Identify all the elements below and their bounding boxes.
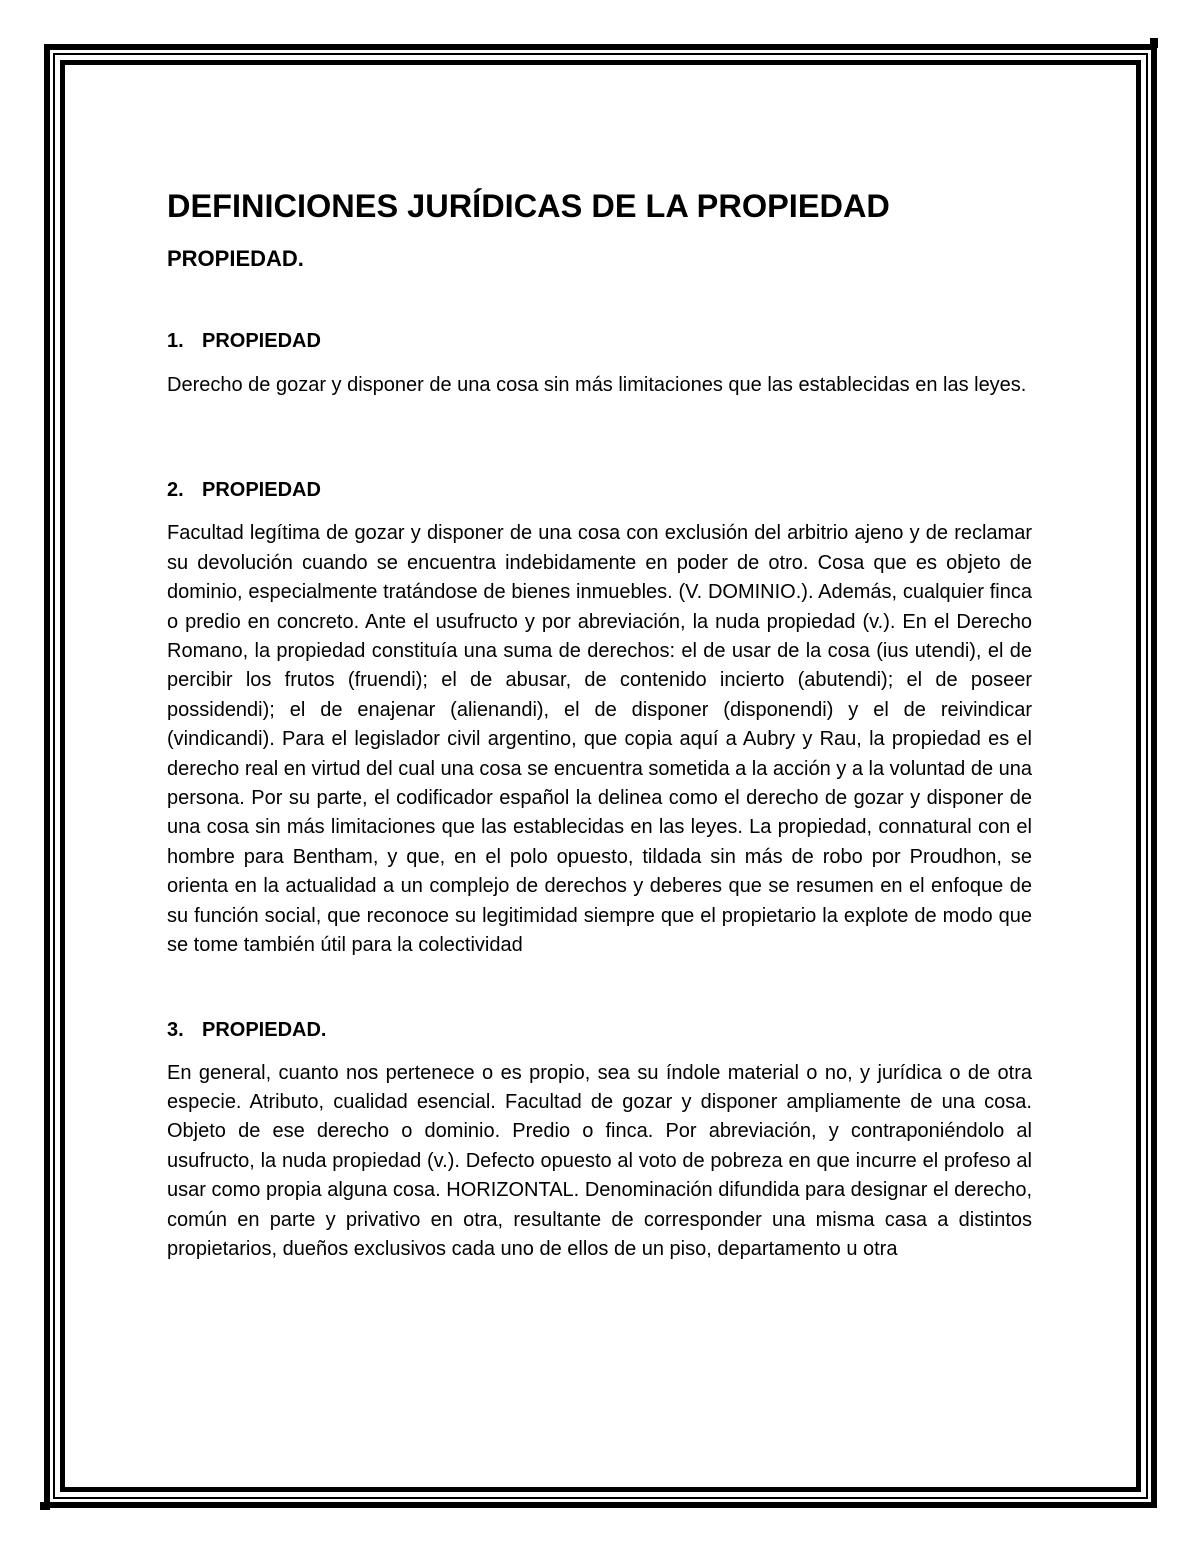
document-title: DEFINICIONES JURÍDICAS DE LA PROPIEDAD	[167, 188, 890, 224]
border-corner-top-right	[1150, 38, 1158, 48]
section-2	[167, 477, 1032, 960]
section-body: En general, cuanto nos pertenece o es propio, sea su índole material o no, y jurídica o de otra especie. Atributo, cualidad esencial. Facultad de gozar y disponer ampliamente de una cosa. Objeto de ese derecho o dominio. Predio o finca. Por abreviación, y contraponiéndolo al usufructo, la nuda propiedad (v.). Defecto opuesto al voto de pobreza en que incurre el profeso al usar como propia alguna cosa. HORIZONTAL. Denominación difundida para designar el derecho, común en parte y privativo en otra, resultante de corresponder una misma casa a distintos propietarios, dueños exclusivos cada uno de ellos de un piso, departamento u otra	[167, 1061, 1032, 1260]
section-heading	[167, 477, 1032, 503]
section-heading-text: PROPIEDAD.	[202, 1018, 327, 1041]
section-3	[167, 1017, 1032, 1265]
document-content	[167, 186, 1032, 1264]
section-1	[167, 328, 1032, 400]
section-number: 1.	[167, 330, 184, 352]
border-corner-bottom-left	[40, 1502, 50, 1510]
section-body: Facultad legítima de gozar y disponer de una cosa con exclusión del arbitrio ajeno y de reclamar su devolución cuando se encuentra indebidamente en poder de otro. Cosa que es objeto de dominio, especialmente tratándose de bienes inmuebles. (V. DOMINIO.). Además, cualquier finca o predio en concreto. Ante el usufructo y por abreviación, la nuda propiedad (v.). En el Derecho Romano, la propiedad constituía una suma de derechos: el de usar de la cosa (ius utendi), el de percibir los frutos (fruendi); el de abusar, de contenido incierto (abutendi); el de poseer possidendi); el de enajenar (alienandi), el de disponer (disponendi) y el de reivindicar (vindicandi). Para el legislador civil argentino, que copia aquí a Aubry y Rau, la propiedad es el derecho real en virtud del cual una cosa se encuentra sometida a la acción y a la voluntad de una persona. Por su parte, el codificador español la delinea como el derecho de gozar y disponer de una cosa sin más limitaciones que las establecidas en las leyes. La propiedad, connatural con el hombre para Bentham, y que, en el polo opuesto, tildada sin más de robo por Proudhon, se orienta en la actualidad a un complejo de derechos y deberes que se resumen en el enfoque de su función social, que reconoce su legitimidad siempre que el propietario la explote de modo que se tome también útil para la colectividad	[167, 522, 1032, 957]
section-heading-text: PROPIEDAD	[202, 330, 321, 352]
document-subtitle: PROPIEDAD.	[167, 246, 304, 271]
section-heading-text: PROPIEDAD	[202, 479, 321, 502]
section-number: 2.	[167, 479, 184, 502]
section-number: 3.	[167, 1018, 184, 1041]
section-heading	[167, 1017, 1032, 1043]
section-heading	[167, 328, 1032, 354]
section-body: Derecho de gozar y disponer de una cosa sin más limitaciones que las establecidas en las leyes.	[167, 374, 1027, 396]
